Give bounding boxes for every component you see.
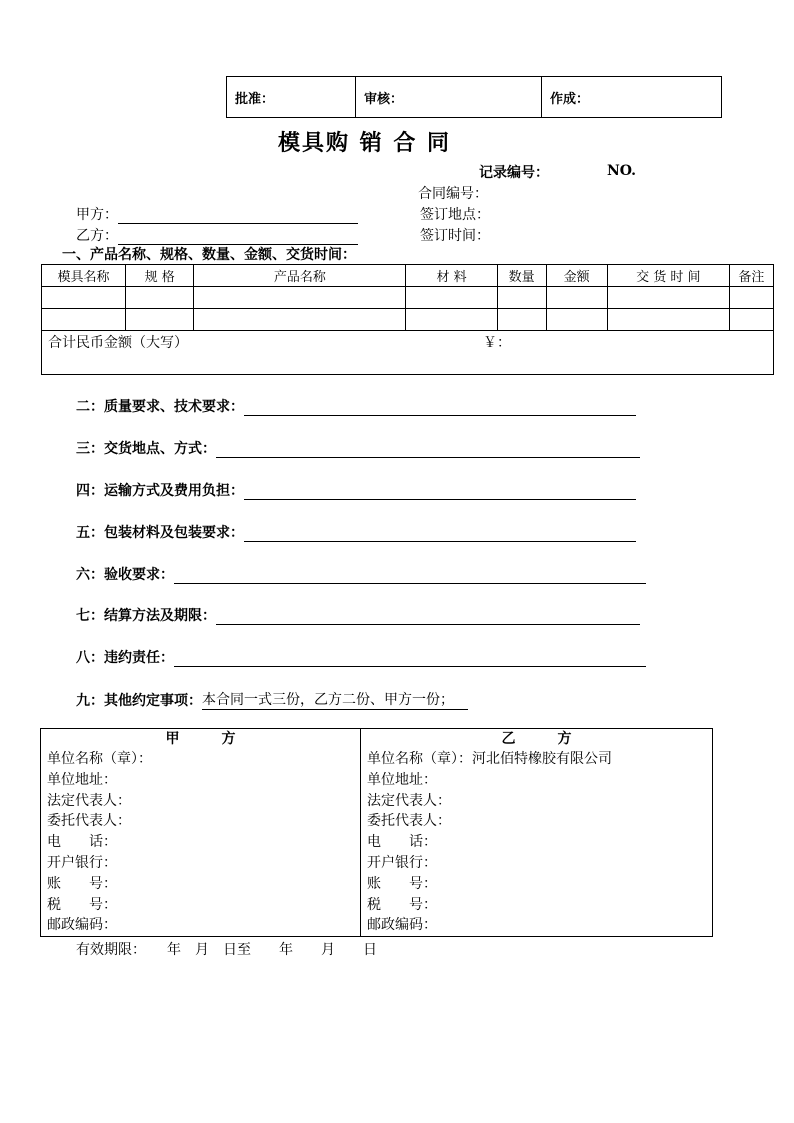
table-cell[interactable]: [194, 287, 406, 309]
header-mold-name: 模具名称: [42, 265, 126, 287]
party-a-legal-rep[interactable]: 法定代表人：: [47, 792, 131, 809]
product-table: [41, 264, 774, 375]
section-6: 六：验收要求：: [76, 564, 646, 584]
section-7-input-line[interactable]: [216, 623, 640, 625]
party-b-bank[interactable]: 开户银行：: [367, 854, 437, 871]
section-5: 五：包装材料及包装要求：: [76, 522, 636, 542]
table-cell[interactable]: [406, 309, 497, 331]
section-6-input-line[interactable]: [174, 582, 646, 584]
table-cell[interactable]: [607, 287, 729, 309]
table-row: [42, 287, 774, 309]
party-a-postcode[interactable]: 邮政编码：: [47, 917, 117, 934]
party-b-postcode[interactable]: 邮政编码：: [367, 917, 437, 934]
section-8-input-line[interactable]: [174, 665, 646, 667]
sign-place-label: 签订地点：: [420, 207, 490, 223]
section-2: 二：质量要求、技术要求：: [76, 396, 636, 416]
party-a-header: 甲 方: [165, 731, 236, 747]
party-b-unit-name[interactable]: 单位名称（章）：河北佰特橡胶有限公司: [367, 751, 612, 767]
table-cell[interactable]: [729, 309, 773, 331]
party-b-agent[interactable]: 委托代表人：: [367, 813, 451, 830]
header-spec: 规 格: [126, 265, 194, 287]
table-cell[interactable]: [607, 309, 729, 331]
party-a-input-line[interactable]: [118, 209, 358, 224]
header-product-name: 产品名称: [194, 265, 406, 287]
party-b-phone[interactable]: 电 话：: [367, 834, 437, 851]
party-a-account[interactable]: 账 号：: [47, 875, 117, 892]
contract-number-label: 合同编号：: [418, 186, 488, 202]
section-2-input-line[interactable]: [244, 414, 636, 416]
table-cell[interactable]: [42, 287, 126, 309]
table-cell[interactable]: [126, 309, 194, 331]
table-row: [42, 309, 774, 331]
party-b-field[interactable]: 乙方：: [76, 225, 358, 245]
table-cell[interactable]: [497, 309, 546, 331]
party-a-unit-name[interactable]: 单位名称（章）：: [47, 751, 152, 767]
party-a-tax-id[interactable]: 税 号：: [47, 896, 117, 913]
approval-box: [226, 76, 722, 118]
total-label: 合计民币金额（大写）: [48, 335, 188, 351]
party-a-agent[interactable]: 委托代表人：: [47, 813, 131, 830]
header-delivery-time: 交 货 时 间: [607, 265, 729, 287]
table-cell[interactable]: [546, 309, 607, 331]
party-table: [40, 728, 713, 937]
table-header-row: [42, 265, 774, 287]
section-8: 八：违约责任：: [76, 647, 646, 667]
header-amount: 金额: [546, 265, 607, 287]
section-9-content[interactable]: 本合同一式三份，乙方二份、甲方一份；: [202, 689, 468, 710]
total-cell[interactable]: [42, 331, 774, 375]
party-b-header: 乙 方: [501, 731, 572, 747]
table-cell[interactable]: [194, 309, 406, 331]
table-cell[interactable]: [729, 287, 773, 309]
party-b-legal-rep[interactable]: 法定代表人：: [367, 792, 451, 809]
section-3: 三：交货地点、方式：: [76, 438, 640, 458]
section-5-input-line[interactable]: [244, 540, 636, 542]
party-a-field[interactable]: 甲方：: [76, 204, 358, 224]
party-b-input-line[interactable]: [118, 230, 358, 245]
table-cell[interactable]: [497, 287, 546, 309]
section-3-input-line[interactable]: [216, 456, 640, 458]
party-b-address[interactable]: 单位地址：: [367, 771, 437, 788]
header-quantity: 数量: [497, 265, 546, 287]
page-title: 模具购 销 合 同: [278, 130, 451, 156]
table-cell[interactable]: [126, 287, 194, 309]
table-cell[interactable]: [42, 309, 126, 331]
table-cell[interactable]: [546, 287, 607, 309]
record-number-label: 记录编号：: [479, 165, 549, 181]
party-a-bank[interactable]: 开户银行：: [47, 854, 117, 871]
approve-field[interactable]: 批准：: [235, 91, 275, 107]
header-remarks: 备注: [729, 265, 773, 287]
section-7: 七：结算方法及期限：: [76, 605, 640, 625]
party-a-column: [41, 729, 360, 936]
sign-time-label: 签订时间：: [420, 228, 490, 244]
record-number-value: NO.: [607, 163, 637, 179]
section-4: 四：运输方式及费用负担：: [76, 480, 636, 500]
party-a-address[interactable]: 单位地址：: [47, 771, 117, 788]
total-row: [42, 331, 774, 375]
section1-title: 一、产品名称、规格、数量、金额、交货时间：: [62, 247, 356, 263]
party-b-account[interactable]: 账 号：: [367, 875, 437, 892]
section-9: 九：其他约定事项： 本合同一式三份，乙方二份、甲方一份；: [76, 689, 468, 710]
party-b-tax-id[interactable]: 税 号：: [367, 896, 437, 913]
validity-period[interactable]: 有效期限： 年 月 日至 年 月 日: [76, 942, 377, 958]
table-cell[interactable]: [406, 287, 497, 309]
party-a-phone[interactable]: 电 话：: [47, 834, 117, 851]
section-4-input-line[interactable]: [244, 498, 636, 500]
currency-label: ￥：: [483, 335, 511, 351]
review-field[interactable]: 审核：: [355, 77, 541, 117]
party-b-column: [360, 729, 712, 936]
made-field[interactable]: 作成：: [541, 77, 721, 117]
header-material: 材 料: [406, 265, 497, 287]
